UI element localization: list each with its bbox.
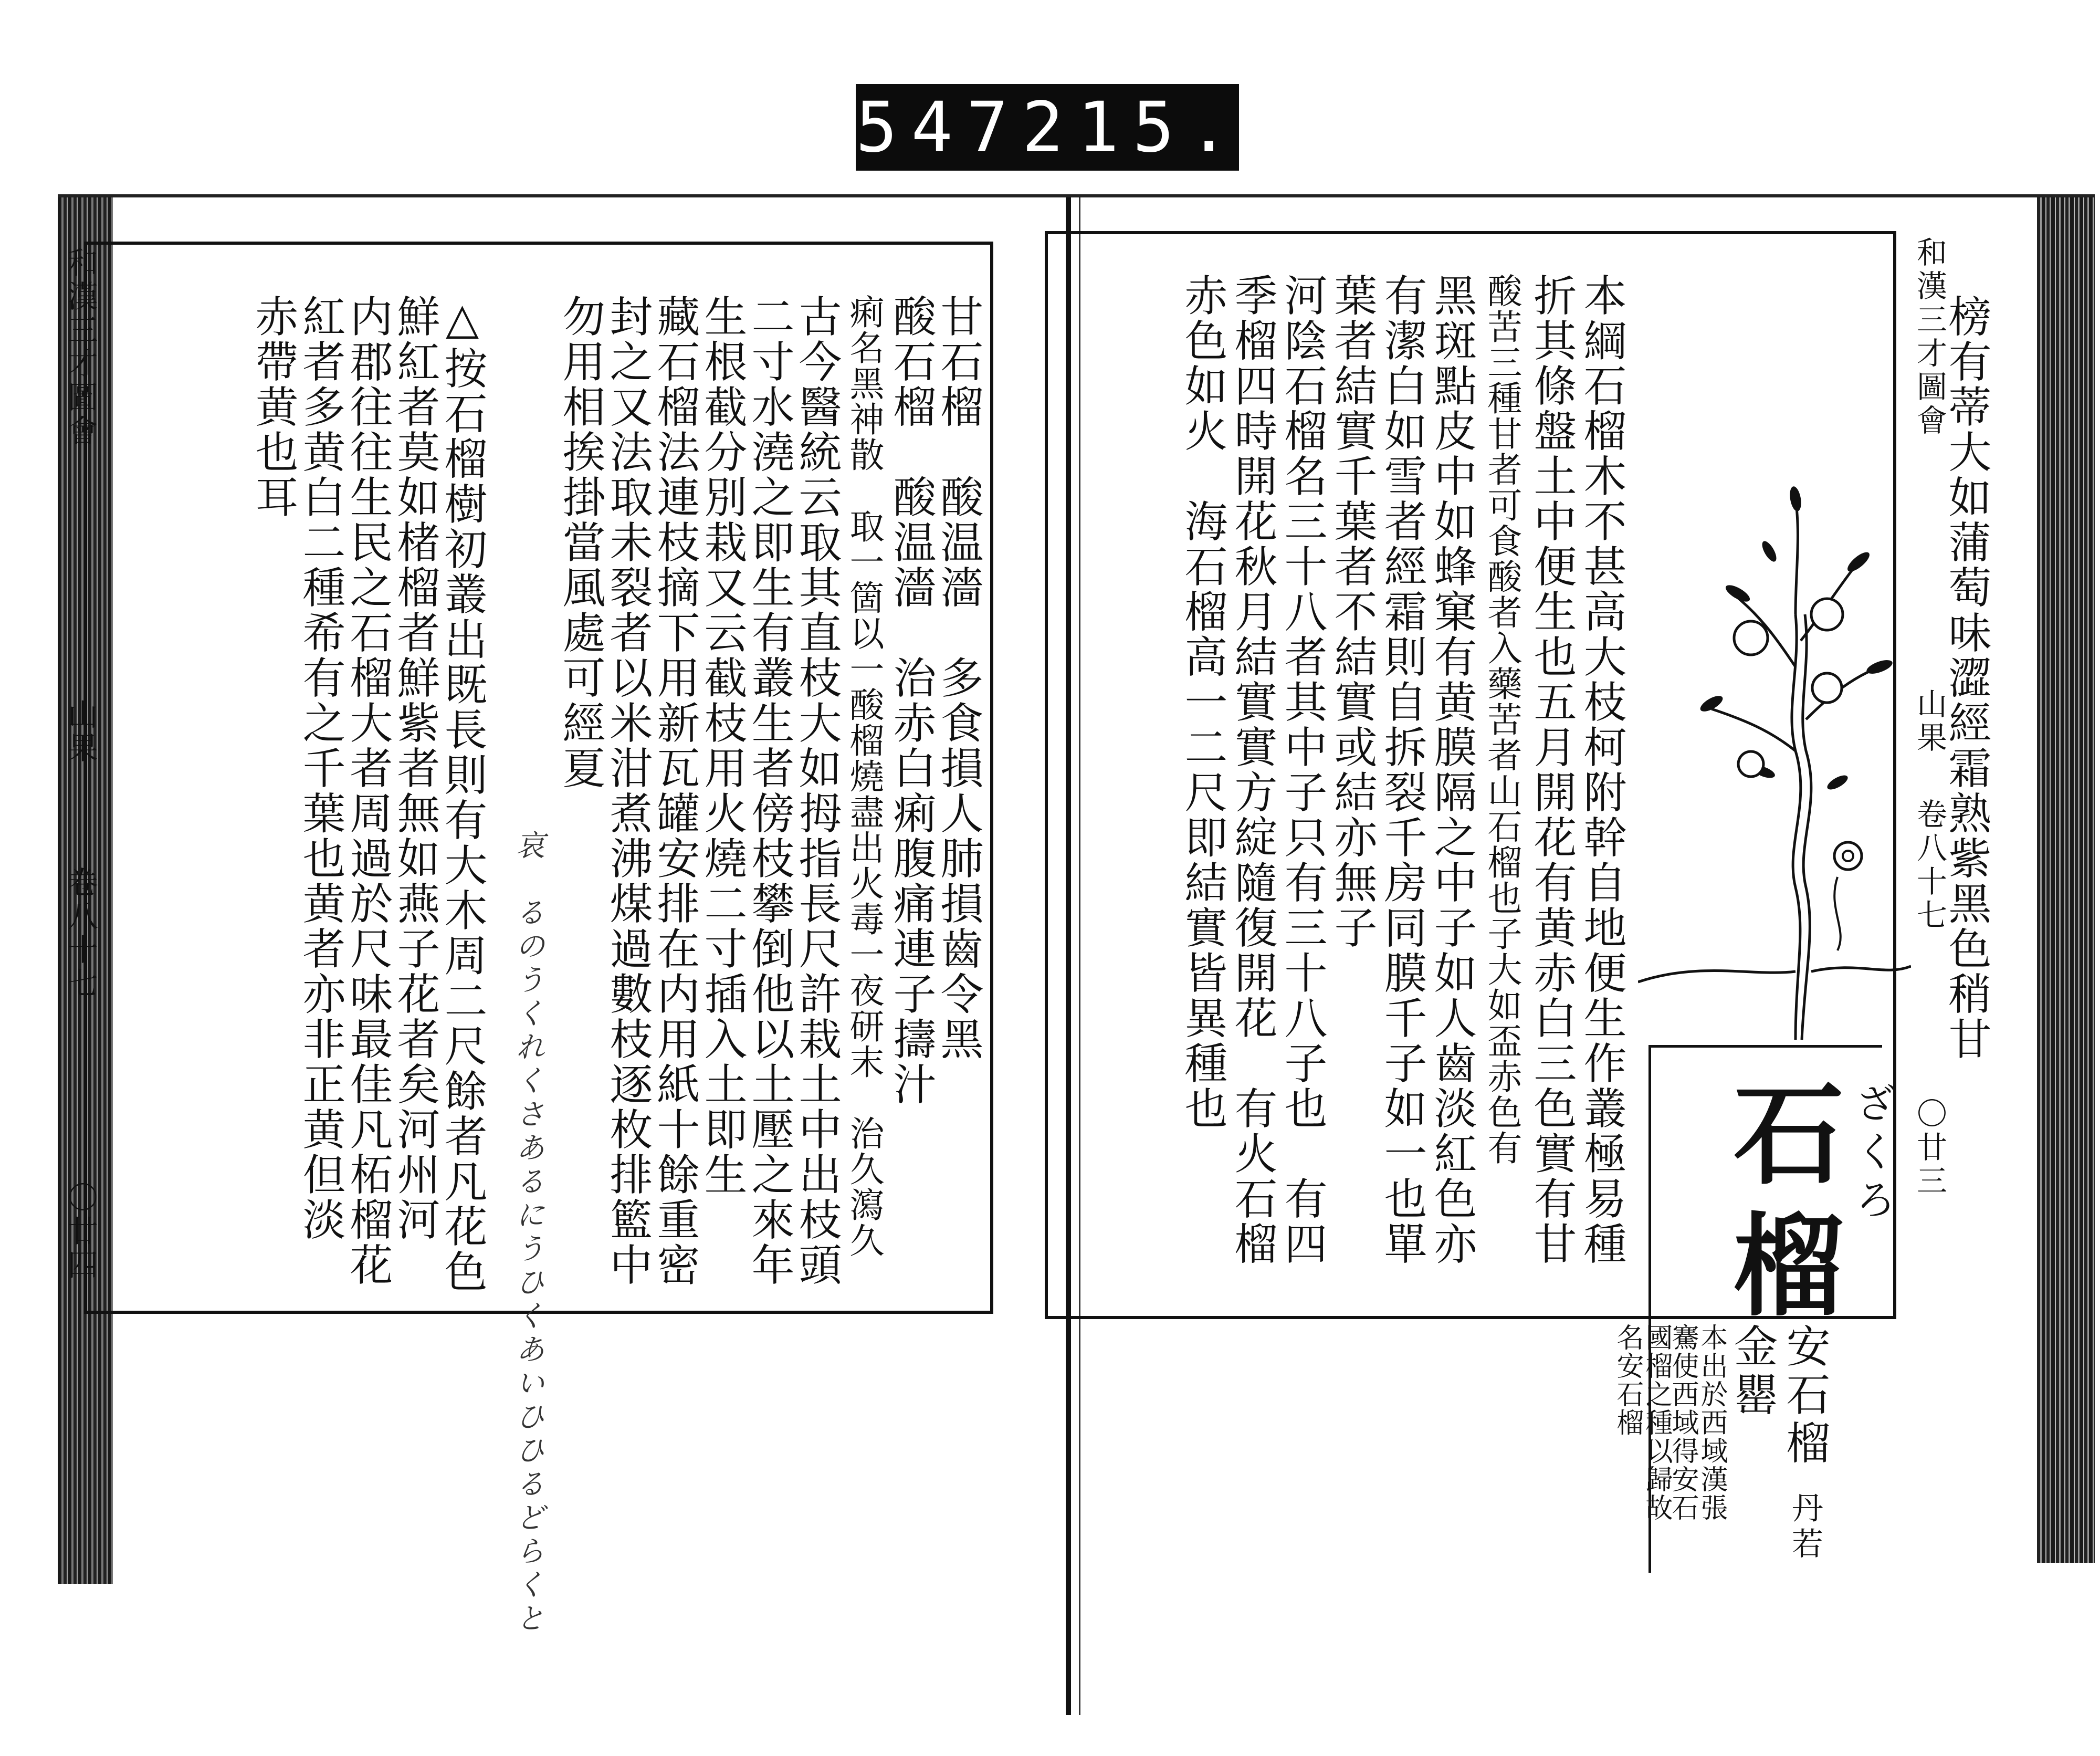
right-col-2: 折其條盤土中便生也五月開花有黄赤白三色實有甘 — [1527, 273, 1577, 1267]
synonym-3: 金罌 — [1727, 1323, 1778, 1420]
left-col-2: 酸石榴 酸温濇 治赤白痢腹痛連子擣汁 — [886, 294, 936, 1107]
left-col-4: 古今醫統云取其直枝大如拇指長尺許栽土中出枝頭 — [792, 294, 842, 1288]
left-col-3: 痢名黑神散 取一箇以一酸榴燒盡出火毒一夜研末 治久瀉久 — [844, 294, 884, 1258]
synonym-2: 丹若 — [1787, 1491, 1823, 1563]
left-note-col-2: 鮮紅者莫如楮榴者鮮紫者無如燕子花者矣河州河 — [390, 294, 440, 1242]
call-number-label — [856, 84, 1244, 171]
right-col-8: 季榴四時開花秋月結實實方綻隨復開花 有火石榴 — [1227, 273, 1277, 1267]
left-note-col-5: 赤帶黄也耳 — [248, 294, 298, 520]
left-col-7: 藏石榴法連枝摘下用新瓦罐安排在内用紙十餘重密 — [650, 294, 700, 1288]
right-margin-title: 和漢三才圖會 — [1912, 236, 1947, 438]
left-note-col-4: 紅者多黄白二種希有之千葉也黄者亦非正黄但淡 — [296, 294, 345, 1242]
call-number-right: 215. — [1022, 87, 1244, 168]
left-col-9: 勿用相挨掛當風處可經夏 — [555, 294, 605, 791]
synonym-note-4: 名安石榴 — [1612, 1323, 1643, 1437]
right-margin-volume: 卷八十七 — [1912, 798, 1947, 933]
left-col-5: 二寸水澆之即生有叢生者傍枝攀倒他以土壓之來年 — [744, 294, 794, 1288]
right-col-3: 酸苦三種甘者可食酸者入藥苦者山石榴也子大如盃赤色有 — [1482, 273, 1522, 1166]
left-col-6: 生根截分別栽又云截枝用火燒二寸插入土即生 — [697, 294, 747, 1197]
right-col-1: 本綱石榴木不甚高大枝柯附幹自地便生作叢極易種 — [1577, 273, 1626, 1267]
left-margin-section: 山果 — [62, 698, 98, 766]
call-number-left: 547 — [856, 87, 1022, 168]
right-col-7: 河陰石榴名三十八者其中子只有三十八子也 有四 — [1277, 273, 1327, 1267]
right-col-5: 有潔白如雪者經霜則自拆裂千房同膜千子如一也單 — [1377, 273, 1427, 1267]
left-note-col-3: 内郡往往生民之石榴大者周過於尺味最佳凡柘榴花 — [343, 294, 393, 1288]
right-top-column: 榜有蒂大如蒲萄味澀經霜熟紫黑色稍甘 — [1941, 294, 1991, 1062]
left-margin-title: 和漢三才圖會 — [62, 247, 98, 448]
left-margin-volume: 卷八十七 — [62, 866, 98, 1001]
right-col-9: 赤色如火 海石榴高一二尺即結實皆異種也 — [1178, 273, 1227, 1131]
synonym-note-2: 騫使西域得安石 — [1667, 1323, 1698, 1522]
handwritten-annotation: 哀 るのうくれくさあるにうひくあいひひるどらくと — [511, 830, 545, 1636]
right-margin-page: 〇廿三 — [1912, 1098, 1947, 1198]
synonym-1: 安石榴 — [1779, 1323, 1831, 1468]
right-col-4: 黑斑點皮中如蜂窠有黄膜隔之中子如人齒淡紅色亦 — [1427, 273, 1477, 1267]
pomegranate-tree-illustration — [1638, 457, 1911, 1045]
synonym-note-3: 國榴之種以歸故 — [1641, 1323, 1672, 1522]
right-edge-binding — [2037, 197, 2095, 1563]
left-note-col-1: △按石榴樹初叢出既長則有大木周二尺餘者凡花色 — [437, 294, 487, 1294]
right-margin-section: 山果 — [1912, 688, 1947, 755]
left-col-8: 封之又法取未裂者以米泔煮沸煤過數枝逐枚排籃中 — [603, 294, 653, 1288]
synonym-note-1: 本出於西域漢張 — [1696, 1323, 1727, 1522]
left-col-1: 甘石榴 酸温濇 多食損人肺損齒令黑 — [933, 294, 983, 1062]
entry-reading: ざくろ — [1849, 1082, 1896, 1227]
right-col-6: 葉者結實千葉者不結實或結亦無子 — [1327, 273, 1377, 950]
entry-title: 石榴 — [1715, 1076, 1845, 1339]
left-margin-page: 〇廿四 — [62, 1182, 98, 1282]
